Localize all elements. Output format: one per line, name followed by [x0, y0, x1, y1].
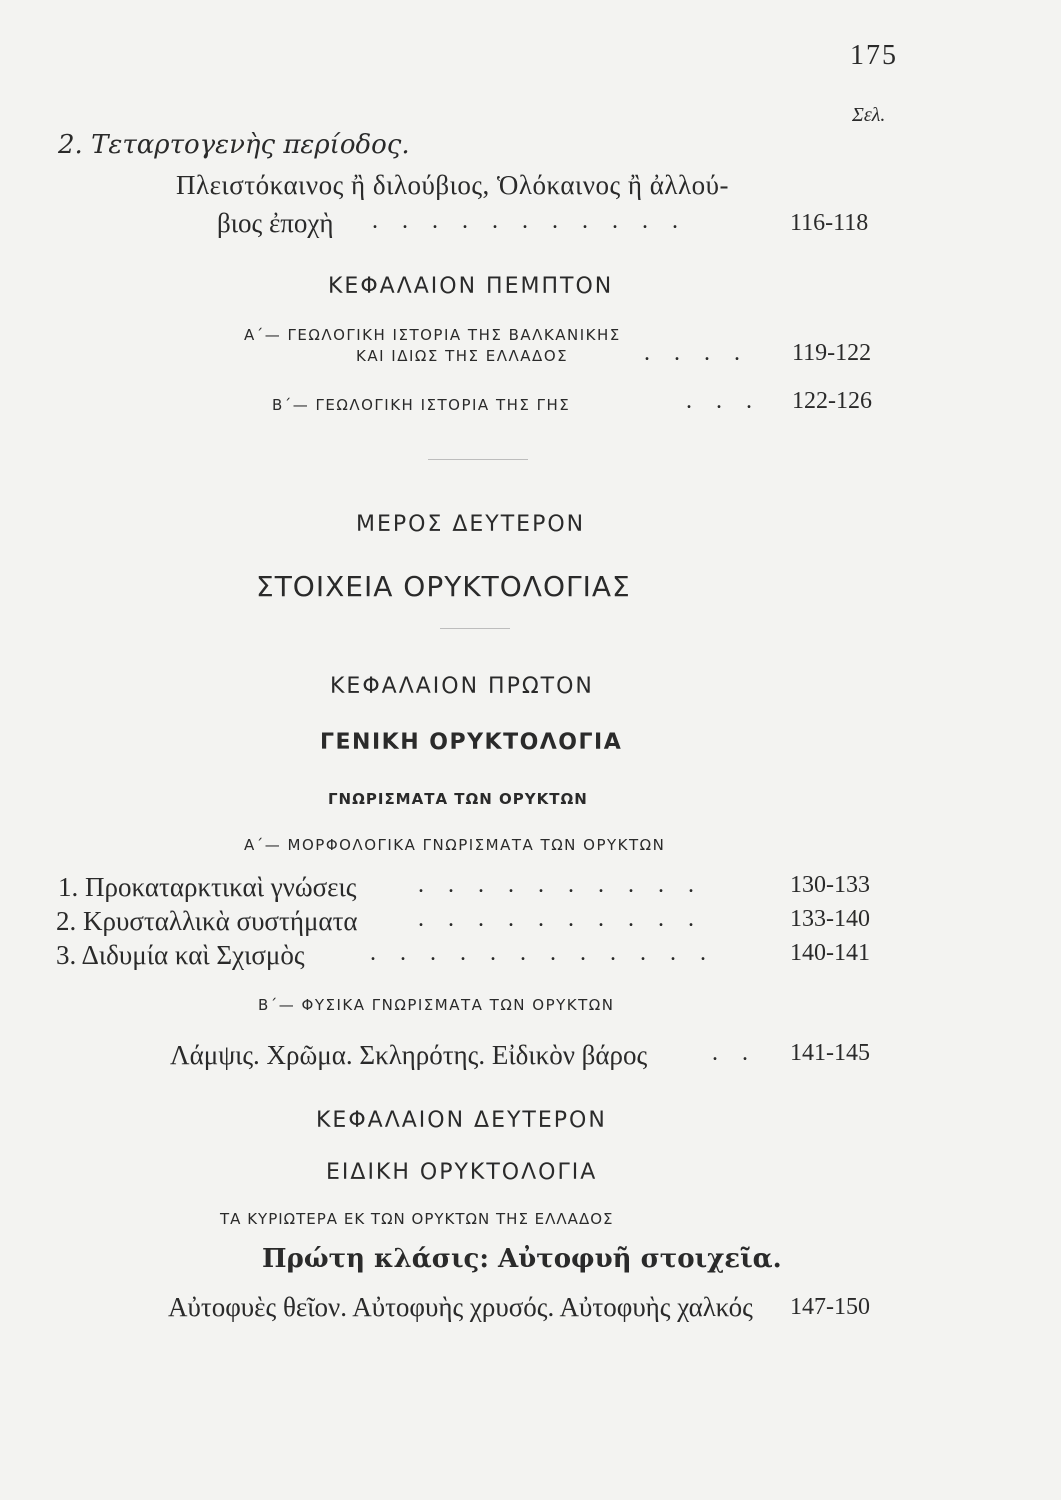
chapter-subtitle: ΓΕΝΙΚΗ ΟΡΥΚΤΟΛΟΓΙΑ	[320, 730, 623, 755]
toc-page-range: 130-133	[790, 872, 870, 898]
section-heading: 2. Τεταρτογενὴς περίοδος.	[58, 130, 410, 160]
leader-dots: . .	[712, 1040, 757, 1066]
leader-dots: . . . . . . . . . . . .	[370, 940, 715, 966]
leader-dots: . . . . . . . . . .	[418, 872, 703, 898]
toc-entry-text: Λάμψις. Χρῶμα. Σκληρότης. Εἰδικὸν βάρος	[170, 1040, 648, 1070]
toc-page-range: 133-140	[790, 906, 870, 932]
leader-dots: . . . . . . . . . . .	[372, 208, 687, 234]
part-subtitle: ΣΤΟΙΧΕΙΑ ΟΡΥΚΤΟΛΟΓΙΑΣ	[256, 570, 631, 603]
toc-page-range: 116-118	[790, 210, 869, 236]
divider	[440, 628, 510, 629]
leader-dots: . . .	[686, 388, 761, 414]
chapter-title: ΚΕΦΑΛΑΙΟΝ ΔΕΥΤΕΡΟΝ	[316, 1108, 607, 1133]
class-title: Πρώτη κλάσις: Αὐτοφυῆ στοιχεῖα.	[262, 1244, 782, 1274]
toc-entry-text: Πλειστόκαινος ἢ διλούβιος, Ὁλόκαινος ἢ ἀλλού-	[176, 170, 729, 200]
leader-dots: . . . .	[644, 340, 749, 366]
toc-entry-text: Α΄— ΓΕΩΛΟΓΙΚΗ ΙΣΤΟΡΙΑ ΤΗΣ ΒΑΛΚΑΝΙΚΗΣ	[244, 326, 621, 344]
toc-entry-text: Β΄— ΓΕΩΛΟΓΙΚΗ ΙΣΤΟΡΙΑ ΤΗΣ ΓΗΣ	[272, 396, 571, 414]
toc-entry-text: Αὐτοφυὲς θεῖον. Αὐτοφυὴς χρυσός. Αὐτοφυὴς χαλκός	[168, 1292, 753, 1322]
column-label-pages: Σελ.	[852, 104, 886, 126]
toc-entry-text: ΚΑΙ ΙΔΙΩΣ ΤΗΣ ΕΛΛΑΔΟΣ	[356, 347, 569, 365]
toc-entry-text: βιος ἐποχὴ	[217, 208, 334, 238]
section-subtitle: ΤΑ ΚΥΡΙΩΤΕΡΑ ΕΚ ΤΩΝ ΟΡΥΚΤΩΝ ΤΗΣ ΕΛΛΑΔΟΣ	[220, 1210, 614, 1228]
toc-page-range: 140-141	[790, 940, 870, 966]
chapter-subtitle: ΕΙΔΙΚΗ ΟΡΥΚΤΟΛΟΓΙΑ	[326, 1160, 598, 1185]
chapter-title: ΚΕΦΑΛΑΙΟΝ ΠΕΜΠΤΟΝ	[328, 274, 614, 299]
toc-entry-text: 2. Κρυσταλλικὰ συστήματα	[56, 906, 358, 936]
toc-page-range: 141-145	[790, 1040, 870, 1066]
toc-entry-text: 1. Προκαταρκτικαὶ γνώσεις	[58, 872, 357, 902]
chapter-title: ΚΕΦΑΛΑΙΟΝ ΠΡΩΤΟΝ	[330, 674, 594, 699]
section-title: Α΄— ΜΟΡΦΟΛΟΓΙΚΑ ΓΝΩΡΙΣΜΑΤΑ ΤΩΝ ΟΡΥΚΤΩΝ	[244, 836, 666, 854]
toc-page-range: 147-150	[790, 1294, 870, 1320]
toc-entry-text: 3. Διδυμία καὶ Σχισμὸς	[56, 940, 305, 970]
divider	[428, 459, 528, 460]
page-number: 175	[850, 40, 898, 71]
part-title: ΜΕΡΟΣ ΔΕΥΤΕΡΟΝ	[356, 512, 586, 537]
toc-page-range: 119-122	[792, 340, 872, 366]
leader-dots: . . . . . . . . . .	[418, 906, 703, 932]
section-title: Β΄— ΦΥΣΙΚΑ ΓΝΩΡΙΣΜΑΤΑ ΤΩΝ ΟΡΥΚΤΩΝ	[258, 996, 615, 1014]
section-subtitle: ΓΝΩΡΙΣΜΑΤΑ ΤΩΝ ΟΡΥΚΤΩΝ	[328, 790, 588, 808]
toc-page-range: 122-126	[792, 388, 872, 414]
